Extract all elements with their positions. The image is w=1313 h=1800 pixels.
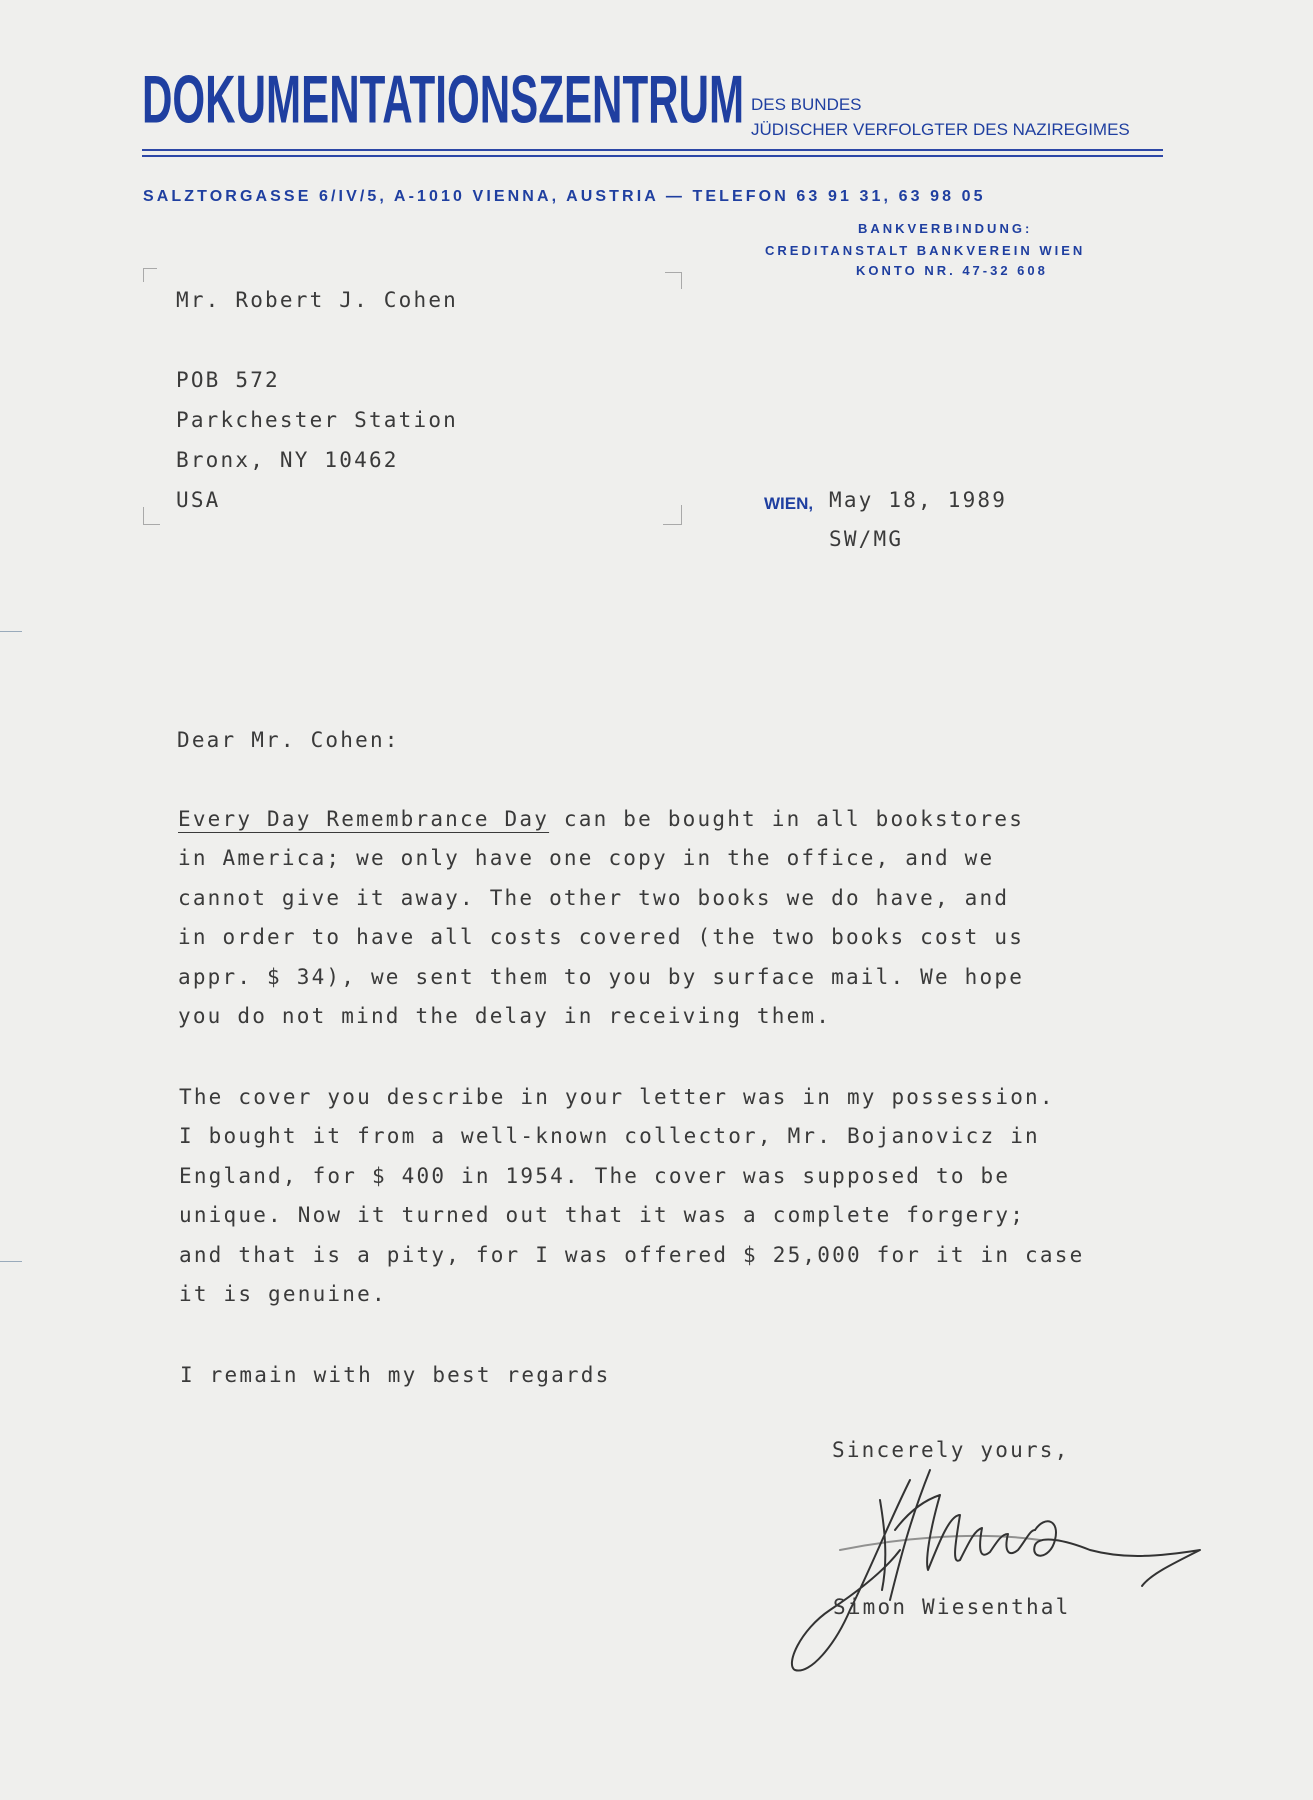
window-mark-tl-h [143, 268, 157, 269]
bank-name: CREDITANSTALT BANKVEREIN WIEN [765, 243, 1086, 258]
window-mark-br-v [681, 505, 682, 524]
window-mark-bl-h [143, 524, 160, 525]
letterhead-address: SALZTORGASSE 6/IV/5, A-1010 VIENNA, AUSTRIA — TELEFON 63 91 31, 63 98 05 [143, 188, 986, 205]
reference-initials: SW/MG [829, 527, 904, 551]
paragraph-1-line-3: cannot give it away. The other two books we do have, and [178, 886, 1010, 910]
paragraph-2-line-2: I bought it from a well-known collector, Mr. Bojanovicz in [179, 1124, 1040, 1148]
salutation: Dear Mr. Cohen: [177, 728, 400, 752]
paragraph-2-line-1: The cover you describe in your letter was in my possession. [179, 1085, 1055, 1109]
window-mark-br-h [663, 524, 682, 525]
recipient-line-1: POB 572 [176, 368, 280, 392]
paragraph-2-line-4: unique. Now it turned out that it was a complete forgery; [179, 1203, 1026, 1227]
paragraph-1-line-1-rest: can be bought in all bookstores [549, 807, 1025, 831]
window-mark-bl-v [143, 507, 144, 524]
letterhead-rule-top [142, 149, 1163, 151]
closing: Sincerely yours, [832, 1438, 1070, 1462]
bank-account: KONTO NR. 47-32 608 [856, 263, 1048, 278]
paragraph-2-line-5: and that is a pity, for I was offered $ 25,000 for it in case [179, 1243, 1085, 1267]
paragraph-2-line-6: it is genuine. [179, 1282, 387, 1306]
paragraph-1-line-4: in order to have all costs covered (the two books cost us [178, 925, 1025, 949]
letterhead-name: DOKUMENTATIONSZENTRUM [142, 62, 745, 138]
book-title: Every Day Remembrance Day [178, 807, 550, 831]
recipient-name: Mr. Robert J. Cohen [176, 288, 459, 312]
window-mark-tr-h [665, 272, 682, 273]
handwritten-signature [790, 1460, 1210, 1690]
paragraph-1-line-2: in America; we only have one copy in the office, and we [178, 846, 995, 870]
dateline-date: May 18, 1989 [829, 488, 1008, 512]
window-mark-tr-v [681, 272, 682, 289]
paragraph-2-line-3: England, for $ 400 in 1954. The cover was supposed to be [179, 1164, 1011, 1188]
letterhead-subtitle-2: JÜDISCHER VERFOLGTER DES NAZIREGIMES [751, 120, 1130, 139]
letterhead-rule-bottom [142, 155, 1163, 157]
recipient-line-3: Bronx, NY 10462 [176, 448, 399, 472]
paragraph-1-line-5: appr. $ 34), we sent them to you by surface mail. We hope [178, 965, 1025, 989]
recipient-line-4: USA [176, 488, 221, 512]
fold-mark-lower [0, 1261, 22, 1262]
dateline-place: WIEN, [764, 494, 814, 513]
paragraph-1-line-6: you do not mind the delay in receiving them. [178, 1004, 832, 1028]
paragraph-1-line-1 [178, 809, 1024, 830]
closing-remark: I remain with my best regards [180, 1363, 611, 1387]
recipient-line-2: Parkchester Station [176, 408, 459, 432]
window-mark-tl-v [143, 268, 144, 282]
signer-name: Simon Wiesenthal [833, 1595, 1071, 1619]
fold-mark-upper [0, 631, 22, 632]
bank-label: BANKVERBINDUNG: [858, 221, 1033, 236]
letterhead-subtitle-1: DES BUNDES [751, 95, 862, 114]
